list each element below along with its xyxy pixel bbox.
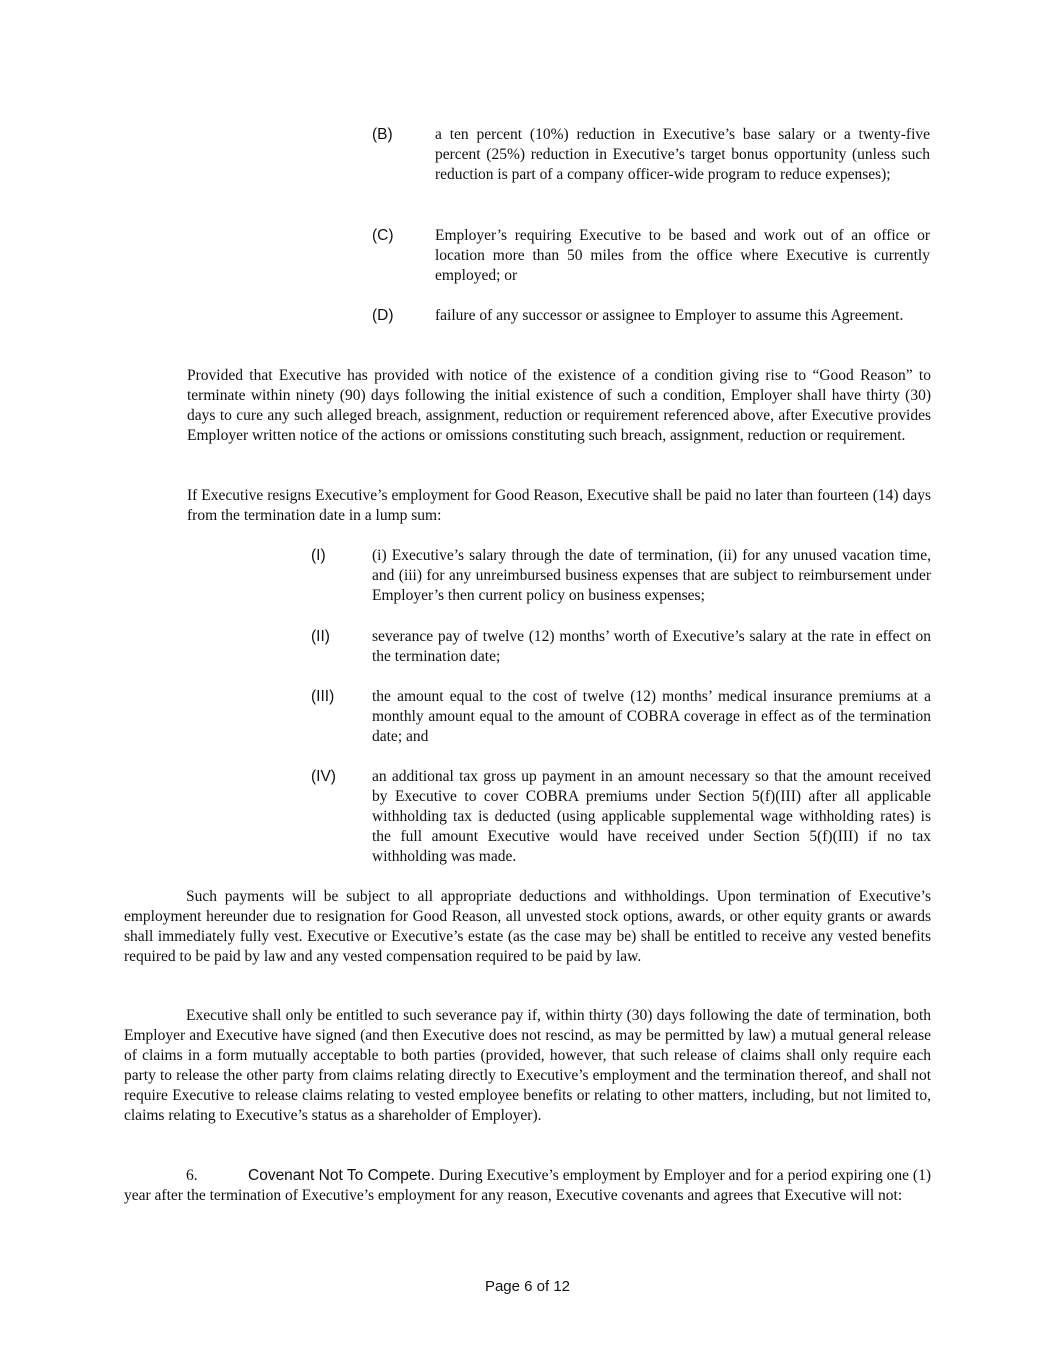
- resignation-paragraph: If Executive resigns Executive’s employment for Good Reason, Executive shall be paid no later than fourteen (14) days from the termination date in a lump sum:: [187, 487, 931, 524]
- payments-paragraph: [124, 887, 931, 967]
- page-number: Page 6 of 12: [484, 1278, 571, 1295]
- good-reason-paragraph: Provided that Executive has provided with notice of the existence of a condition giving rise to “Good Reason” to terminate within ninety (90) days following the initial existence of such a condition, Employer shall have thirty (30) days to cure any such alleged breach, assignment, reduction or requirement referenced above, after Executive provides Employer written notice of the actions or omissions constituting such breach, assignment, reduction or requirement.: [187, 367, 931, 444]
- list-marker: (D): [372, 307, 394, 324]
- section-title: Covenant Not To Compete.: [248, 1167, 435, 1184]
- list-marker: (C): [372, 227, 394, 244]
- list-item-text: severance pay of twelve (12) months’ worth of Executive’s salary at the rate in effect on the termination date;: [372, 628, 931, 665]
- list-item-text: a ten percent (10%) reduction in Executive’s base salary or a twenty-five percent (25%) reduction in Executive’s target bonus opportunity (unless such reduction is part of a company officer-wide program to reduce expenses);: [435, 126, 930, 183]
- list-item: [311, 687, 931, 747]
- list-item: [311, 767, 931, 867]
- list-marker: (B): [372, 126, 393, 143]
- list-item: [311, 627, 931, 667]
- section-text: During Executive’s employment by Employer and for a period expiring one (1) year after the termination of Executive’s employment for any reason, Executive covenants and agrees that Executive will not:: [124, 1167, 931, 1204]
- release-paragraph-text: Executive shall only be entitled to such severance pay if, within thirty (30) days following the date of termination, both Employer and Executive have signed (and then Executive does not rescind, as may be permitted by law) a mutual general release of claims in a form mutually acceptable to both parties (provided, however, that such release of claims shall only require each party to release the other party from claims relating directly to Executive’s employment and the termination thereof, and shall not require Executive to release claims relating to vested employee benefits or relating to other matters, including, but not limited to, claims relating to Executive’s status as a shareholder of Employer).: [124, 1007, 931, 1124]
- list-item-text: Employer’s requiring Executive to be based and work out of an office or location more than 50 miles from the office where Executive is currently employed; or: [435, 227, 930, 284]
- list-item: [372, 306, 932, 346]
- payments-paragraph-text: Such payments will be subject to all appropriate deductions and withholdings. Upon termination of Executive’s employment hereunder due to resignation for Good Reason, all unvested stock options, awards, or other equity grants or awards shall immediately fully vest. Executive or Executive’s estate (as the case may be) shall be entitled to receive any vested benefits required to be paid by law and any vested compensation required to be paid by law.: [124, 888, 931, 965]
- section-6-paragraph: [124, 1166, 931, 1206]
- list-item-text: (i) Executive’s salary through the date of termination, (ii) for any unused vacation time, and (iii) for any unreimbursed business expenses that are subject to reimbursement under Employer’s then current policy on business expenses;: [372, 547, 931, 604]
- list-marker: (I): [311, 547, 326, 564]
- list-marker: (III): [311, 688, 335, 705]
- list-item-text: failure of any successor or assignee to Employer to assume this Agreement.: [435, 307, 904, 324]
- section-number: 6.: [186, 1167, 198, 1184]
- list-item-text: the amount equal to the cost of twelve (12) months’ medical insurance premiums at a monthly amount equal to the amount of COBRA coverage in effect as of the termination date; and: [372, 688, 931, 745]
- list-marker: (II): [311, 628, 330, 645]
- list-item: [372, 125, 932, 205]
- list-marker: (IV): [311, 768, 336, 785]
- list-item: [372, 226, 932, 286]
- release-paragraph: [124, 1006, 931, 1126]
- list-item: [311, 546, 931, 606]
- list-item-text: an additional tax gross up payment in an amount necessary so that the amount received by Executive to cover COBRA premiums under Section 5(f)(III) after all applicable withholding tax is deducted (using applicable supplemental wage withholding rates) is the full amount Executive would have received under Section 5(f)(III) if no tax withholding was made.: [372, 768, 931, 865]
